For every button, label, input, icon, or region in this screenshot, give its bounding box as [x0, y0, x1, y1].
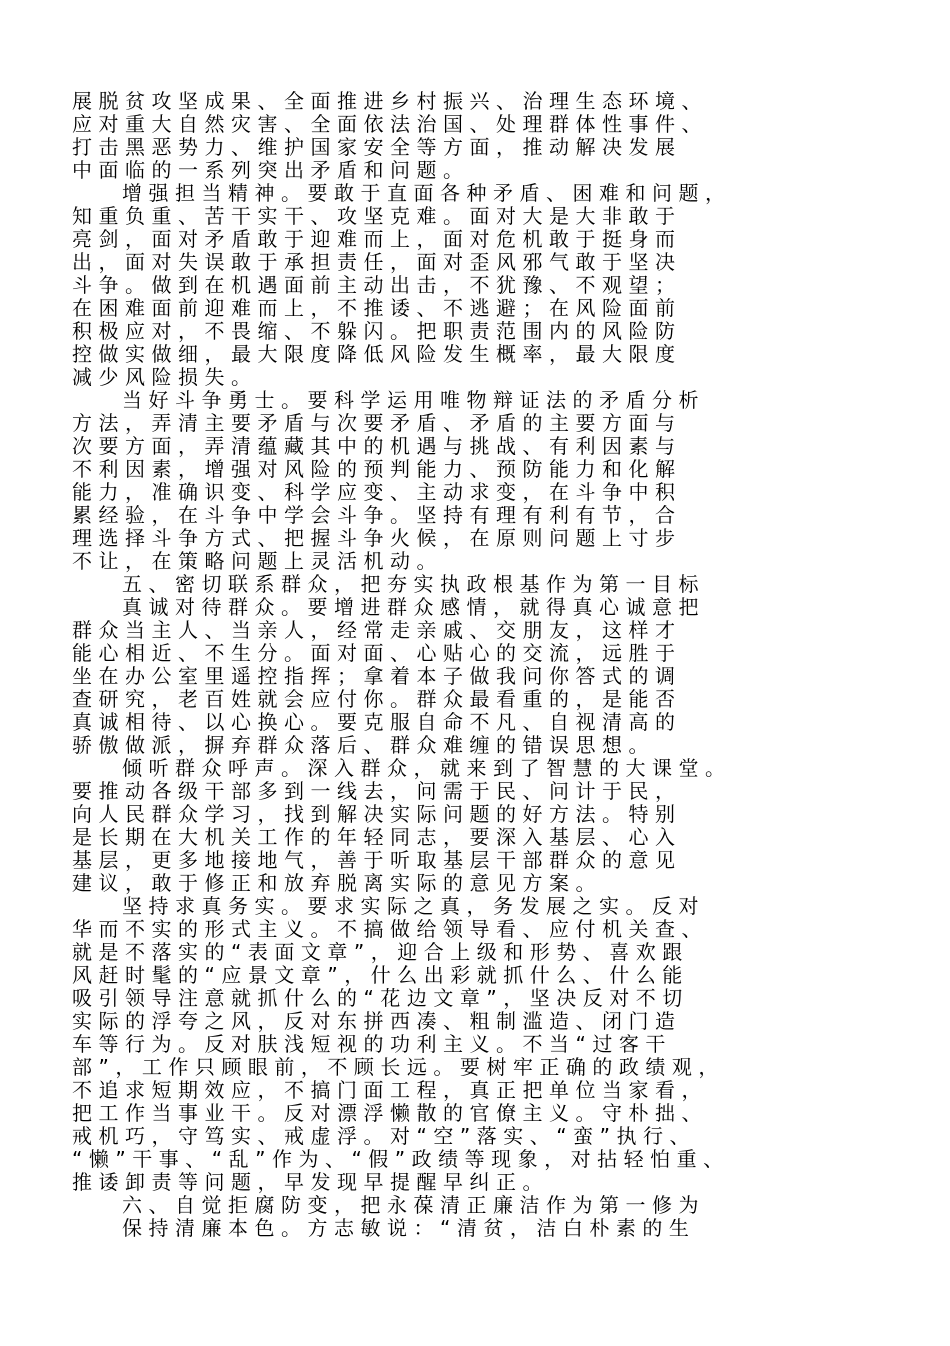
text-line: 骄傲做派，摒弃群众落后、群众难缠的错误思想。 [72, 733, 655, 757]
text-line: 能力，准确识变、科学应变、主动求变，在斗争中积 [72, 480, 682, 504]
text-line: 实际的浮夸之风，反对东拼西凑、粗制滥造、闭门造 [72, 1009, 682, 1033]
text-line: 出，面对失误敢于承担责任，面对歪风邪气敢于坚决 [72, 250, 682, 274]
document-body [72, 90, 892, 1240]
text-line: 不利因素，增强对风险的预判能力、预防能力和化解 [72, 457, 682, 481]
text-line: 能心相近、不生分。面对面、心贴心的交流，远胜于 [72, 641, 682, 665]
text-line: 真诚相待、以心换心。要克服自命不凡、自视清高的 [72, 710, 682, 734]
text-line: 应对重大自然灾害、全面依法治国、处理群体性事件、 [72, 112, 708, 136]
text-line: 戒机巧，守笃实、戒虚浮。对“空”落实、“蛮”执行、 [72, 1124, 696, 1148]
text-line: 不追求短期效应，不搞门面工程，真正把单位当家看， [72, 1078, 708, 1102]
text-line: 是长期在大机关工作的年轻同志，要深入基层、心入 [72, 825, 682, 849]
text-line: “懒”干事、“乱”作为、“假”政绩等现象，对拈轻怕重、 [72, 1147, 730, 1171]
text-line: 理选择斗争方式、把握斗争火候，在原则问题上寸步 [72, 526, 682, 550]
text-line: 保持清廉本色。方志敏说：“清贫，洁白朴素的生 [122, 1216, 696, 1240]
text-line: 风赶时髦的“应景文章”，什么出彩就抓什么、什么能 [72, 963, 689, 987]
text-line: 群众当主人、当亲人，经常走亲戚、交朋友，这样才 [72, 618, 682, 642]
text-line: 五、密切联系群众，把夯实执政根基作为第一目标 [122, 572, 705, 596]
text-line: 基层，更多地接地气，善于听取基层干部群众的意见 [72, 848, 682, 872]
text-line: 向人民群众学习，找到解决实际问题的好方法。特别 [72, 802, 682, 826]
text-line: 中面临的一系列突出矛盾和问题。 [72, 158, 470, 182]
text-line: 部”，工作只顾眼前，不顾长远。要树牢正确的政绩观， [72, 1055, 725, 1079]
text-line: 车等行为。反对肤浅短视的功利主义。不当“过客干 [72, 1032, 672, 1056]
text-line: 倾听群众呼声。深入群众，就来到了智慧的大课堂。 [122, 756, 732, 780]
text-line: 当好斗争勇士。要科学运用唯物辩证法的矛盾分析 [122, 388, 705, 412]
text-line: 减少风险损失。 [72, 365, 258, 389]
text-line: 就是不落实的“表面文章”，迎合上级和形势、喜欢跟 [72, 940, 689, 964]
text-line: 知重负重、苦干实干、攻坚克难。面对大是大非敢于 [72, 204, 682, 228]
text-line: 不让，在策略问题上灵活机动。 [72, 549, 443, 573]
text-line: 华而不实的形式主义。不搞做给领导看、应付机关查、 [72, 917, 708, 941]
text-line: 增强担当精神。要敢于直面各种矛盾、困难和问题， [122, 181, 732, 205]
text-line: 坚持求真务实。要求实际之真，务发展之实。反对 [122, 894, 705, 918]
text-line: 建议，敢于修正和放弃脱离实际的意见方案。 [72, 871, 602, 895]
text-line: 把工作当事业干。反对漂浮懒散的官僚主义。守朴拙、 [72, 1101, 708, 1125]
text-line: 打击黑恶势力、维护国家安全等方面，推动解决发展 [72, 135, 682, 159]
text-line: 真诚对待群众。要增进群众感情，就得真心诚意把 [122, 595, 705, 619]
text-line: 查研究，老百姓就会应付你。群众最看重的，是能否 [72, 687, 682, 711]
text-line: 吸引领导注意就抓什么的“花边文章”，坚决反对不切 [72, 986, 689, 1010]
text-line: 六、自觉拒腐防变，把永葆清正廉洁作为第一修为 [122, 1193, 705, 1217]
text-line: 积极应对，不畏缩、不躲闪。把职责范围内的风险防 [72, 319, 682, 343]
text-line: 方法，弄清主要矛盾与次要矛盾、矛盾的主要方面与 [72, 411, 682, 435]
text-line: 控做实做细，最大限度降低风险发生概率，最大限度 [72, 342, 682, 366]
text-line: 亮剑，面对矛盾敢于迎难而上，面对危机敢于挺身而 [72, 227, 682, 251]
text-line: 斗争。做到在机遇面前主动出击，不犹豫、不观望； [72, 273, 682, 297]
text-line: 坐在办公室里遥控指挥；拿着本子做我问你答式的调 [72, 664, 682, 688]
text-line: 次要方面，弄清蕴藏其中的机遇与挑战、有利因素与 [72, 434, 682, 458]
text-line: 推诿卸责等问题，早发现早提醒早纠正。 [72, 1170, 549, 1194]
text-line: 在困难面前迎难而上，不推诿、不逃避；在风险面前 [72, 296, 682, 320]
text-line: 累经验，在斗争中学会斗争。坚持有理有利有节，合 [72, 503, 682, 527]
text-line: 要推动各级干部多到一线去，问需于民、问计于民， [72, 779, 682, 803]
text-line: 展脱贫攻坚成果、全面推进乡村振兴、治理生态环境、 [72, 89, 708, 113]
